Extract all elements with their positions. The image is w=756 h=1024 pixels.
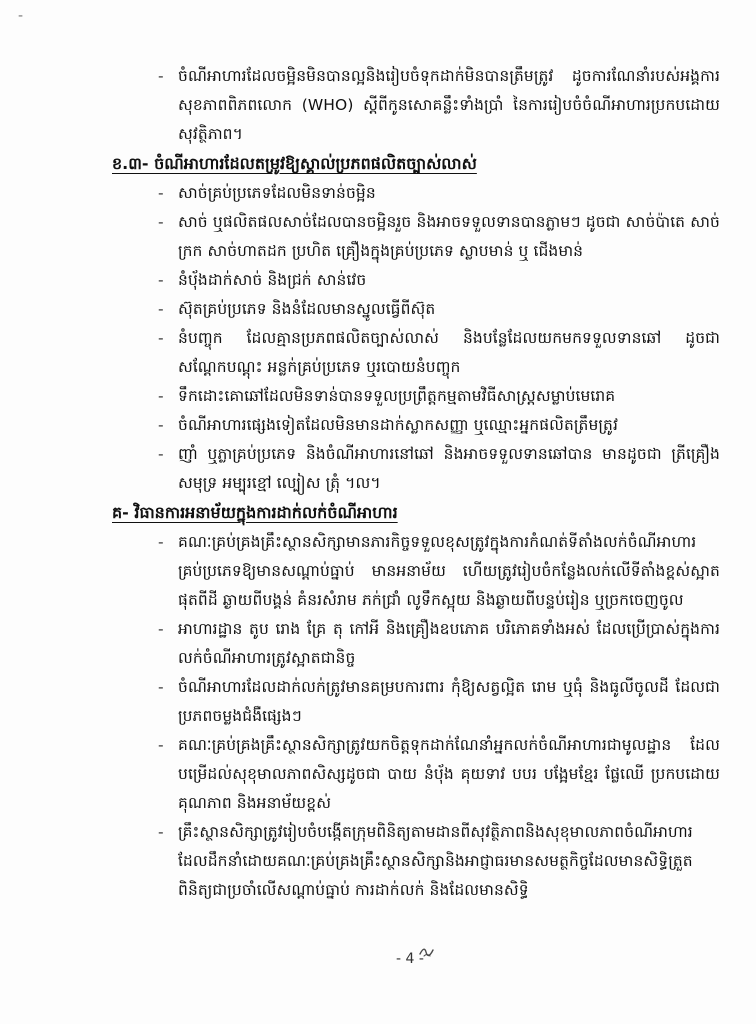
section-heading: ខ.៣- ចំណីអាហារដែលតម្រូវឱ្យស្គាល់ប្រភពផលិតច្បាស់លាស់	[112, 154, 477, 173]
list-item	[160, 324, 720, 382]
list-item	[160, 440, 720, 498]
list-item-text: នំប៉័ងដាក់សាច់ និងជ្រក់ សាន់វេច	[178, 271, 367, 289]
list-item	[160, 615, 720, 673]
list-item-text: គណៈគ្រប់គ្រងគ្រឹះស្ថានសិក្សាមានភារកិច្ចទទួលខុសត្រូវក្នុងការកំណត់ទីតាំងលក់ចំណីអាហារគ្រប់ប្រភេទឱ្យមានសណ្តាប់ធ្នាប់ មានអនាម័យ ហើយត្រូវរៀបចំកន្លែងលក់លើទីតាំងខ្ពស់ស្អាត ផុតពីដី ឆ្ងាយពីបង្គន់ គំនរសំរាម ភក់ជ្រាំ លូទឹកស្អុយ និងឆ្ងាយពីបន្ទប់រៀន ឬច្រកចេញចូល	[178, 533, 720, 609]
list-item-text: ស៊ុតគ្រប់ប្រភេទ និងនំដែលមានស្នូលធ្វើពីស៊ុត	[178, 300, 436, 318]
bullet-dash: -	[158, 416, 164, 434]
handwritten-initial-icon	[418, 946, 436, 962]
bullet-dash: -	[158, 678, 164, 696]
list-item-text: សាច់គ្រប់ប្រភេទដែលមិនទាន់ចម្អិន	[178, 184, 376, 202]
bullet-dash: -	[158, 445, 164, 463]
list-item	[160, 731, 720, 818]
list-item	[160, 208, 720, 266]
list-item-text: គ្រឹះស្ថានសិក្សាត្រូវរៀបចំបង្កើតក្រុមពិនិត្យតាមដានពីសុវត្ថិភាពនិងសុខុមាលភាពចំណីអាហារ ដែលដឹកនាំដោយគណៈគ្រប់គ្រងគ្រឹះស្ថានសិក្សានិងអាជ្ញាធរមានសមត្ថកិច្ចដែលមានសិទ្ធិត្រួតពិនិត្យជាប្រចាំលើសណ្តាប់ធ្នាប់ ការដាក់លក់ និងដែលមានសិទ្ធិ	[178, 823, 693, 899]
list-item	[160, 382, 720, 411]
list-item-text: ចំណីអាហារដែលចម្អិនមិនបានល្អនិងរៀបចំទុកដាក់មិនបានត្រឹមត្រូវ ដូចការណែនាំរបស់អង្គការសុខភាពពិភពលោក (WHO) ស្តីពីកូនសោគន្លឹះទាំងប្រាំ នៃការរៀបចំចំណីអាហារប្រកបដោយសុវត្ថិភាព។	[178, 67, 720, 143]
bullet-dash: -	[158, 67, 164, 85]
bullet-dash: -	[158, 329, 164, 347]
bullet-dash: -	[158, 620, 164, 638]
bullet-dash: -	[158, 300, 164, 318]
bullet-dash: -	[158, 213, 164, 231]
list-item-text: សាច់ ឬផលិតផលសាច់ដែលបានចម្អិនរួច និងអាចទទួលទានបានភ្លាមៗ ដូចជា សាច់ប៉ាតេ សាច់ក្រក សាច់ហាតដក ប្រហិត គ្រឿងក្នុងគ្រប់ប្រភេទ ស្លាបមាន់ ឬ ជើងមាន់	[178, 213, 720, 260]
list-item-text: នំបញ្ចុក ដែលគ្មានប្រភពផលិតច្បាស់លាស់ និងបន្លែដែលយកមកទទួលទានឆៅ ដូចជា សណ្តែកបណ្តុះ អន្លក់គ្រប់ប្រភេទ ឬរបោយនំបញ្ចុក	[178, 329, 720, 376]
list-item-text: ចំណីអាហារដែលដាក់លក់ត្រូវមានគម្របការពារ កុំឱ្យសត្វល្អិត រោម ឬធុំ និងធូលីចូលដី ដែលជាប្រភពចម្លងជំងឺផ្សេងៗ	[178, 678, 720, 725]
bullet-dash: -	[158, 736, 164, 754]
list-item	[160, 411, 720, 440]
bullet-dash: -	[158, 823, 164, 841]
corner-mark: -	[18, 8, 24, 24]
list-item	[160, 673, 720, 731]
bullet-dash: -	[158, 533, 164, 551]
section-heading: គ- វិធានការអនាម័យក្នុងការដាក់លក់ចំណីអាហារ	[112, 503, 398, 522]
list-item	[160, 528, 720, 615]
list-item-text: អាហារដ្ឋាន តូប រោង គ្រែ តុ កៅអី និងគ្រឿងឧបភោគ បរិភោគទាំងអស់ ដែលប្រើប្រាស់ក្នុងការលក់ចំណីអាហារត្រូវស្អាតជានិច្ច	[178, 620, 720, 667]
bullet-dash: -	[158, 387, 164, 405]
list-item-text: ញាំ ឬភ្លាគ្រប់ប្រភេទ និងចំណីអាហារនៅឆៅ និងអាចទទួលទានឆៅបាន មានដូចជា ត្រីគ្រឿងសមុទ្រ អម្បុរខ្មៅ ល្បៀស ត្រុំ ។ល។	[178, 445, 720, 492]
list-item	[160, 62, 720, 149]
list-item-text: គណៈគ្រប់គ្រងគ្រឹះស្ថានសិក្សាត្រូវយកចិត្តទុកដាក់ណែនាំអ្នកលក់ចំណីអាហារជាមូលដ្ឋាន ដែលបម្រើដល់សុខុមាលភាពសិស្សដូចជា បាយ នំបុ័ង គុយទាវ បបរ បង្អែមខ្មែរ ផ្លែឈើ ប្រកបដោយគុណភាព និងអនាម័យខ្ពស់	[178, 736, 720, 812]
list-item-text: ចំណីអាហារផ្សេងទៀតដែលមិនមានដាក់ស្លាកសញ្ញា ឬឈ្មោះអ្នកផលិតត្រឹមត្រូវ	[178, 416, 619, 434]
page-number: - 4 -	[396, 951, 424, 967]
list-item	[160, 179, 720, 208]
list-item	[160, 818, 720, 905]
bullet-dash: -	[158, 184, 164, 202]
document-content	[112, 62, 720, 905]
bullet-dash: -	[158, 271, 164, 289]
list-item-text: ទឹកដោះគោឆៅដែលមិនទាន់បានទទួលប្រព្រឹត្តកម្មតាមវិធីសាស្ត្រសម្លាប់មេរោគ	[178, 387, 616, 405]
list-item	[160, 266, 720, 295]
list-item	[160, 295, 720, 324]
